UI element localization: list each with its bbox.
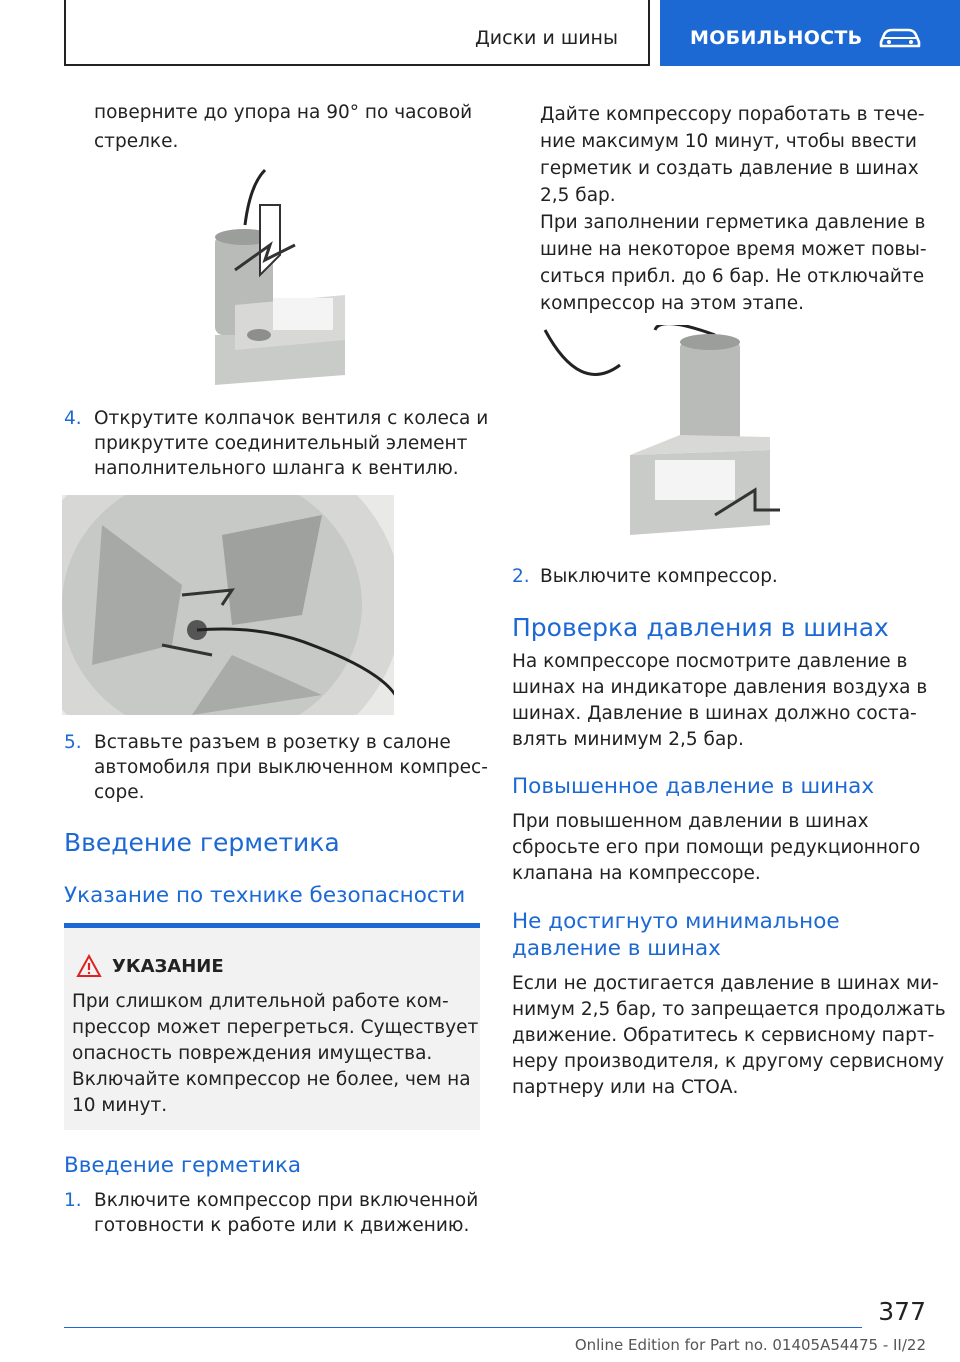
- paragraph-line: шинах. Давление в шинах должно соста-: [512, 703, 917, 724]
- subsection-heading: Не достигнуто минимальное: [512, 909, 840, 934]
- compressor-running-illustration: [540, 325, 800, 550]
- paragraph-line: ситься прибл. до 6 бар. Не отключайте: [540, 266, 925, 287]
- wheel-valve-illustration: [62, 495, 394, 715]
- paragraph-line: сбросьте его при помощи редукционного: [512, 837, 921, 858]
- footer-edition: Online Edition for Part no. 01405A54475 - II/22: [574, 1336, 926, 1354]
- section-heading: Проверка давления в шинах: [512, 613, 889, 642]
- compressor-rotate-illustration: [205, 165, 355, 390]
- paragraph-line: Дайте компрессору поработать в тече-: [540, 104, 925, 125]
- header-chapter-title: МОБИЛЬНОСТЬ: [690, 27, 863, 49]
- page-number: 377: [878, 1297, 926, 1326]
- step-number: 4.: [64, 408, 82, 429]
- paragraph-line: ние максимум 10 минут, чтобы ввести: [540, 131, 917, 152]
- warning-box: [64, 923, 480, 1130]
- warning-text-line: Включайте компрессор не более, чем на: [72, 1069, 471, 1090]
- step-text-line: наполнительного шланга к вентилю.: [94, 458, 459, 479]
- paragraph-line: герметик и создать давление в шинах: [540, 158, 919, 179]
- subsection-heading: Указание по технике безопасности: [64, 883, 466, 908]
- step-number: 5.: [64, 732, 82, 753]
- step-text-line: готовности к работе или к движению.: [94, 1215, 470, 1236]
- step-text-line: автомобиля при выключенном компрес-: [94, 757, 488, 778]
- warning-text-line: При слишком длительной работе ком-: [72, 991, 449, 1012]
- continued-text-line: стрелке.: [94, 131, 179, 152]
- warning-text-line: прессор может перегреться. Существует: [72, 1017, 479, 1038]
- paragraph-line: партнеру или на СТОА.: [512, 1077, 739, 1098]
- step-text-line: Выключите компрессор.: [540, 566, 778, 587]
- warning-title: УКАЗАНИЕ: [112, 956, 224, 977]
- warning-text-line: 10 минут.: [72, 1095, 168, 1116]
- step-text-line: Открутите колпачок вентиля с колеса и: [94, 408, 489, 429]
- header-chapter-tab[interactable]: [660, 0, 960, 66]
- subsection-heading: давление в шинах: [512, 936, 721, 961]
- subsection-heading: Введение герметика: [64, 1153, 302, 1178]
- paragraph-line: Если не достигается давление в шинах ми-: [512, 973, 939, 994]
- paragraph-line: 2,5 бар.: [540, 185, 616, 206]
- paragraph-line: компрессор на этом этапе.: [540, 293, 804, 314]
- warning-triangle-icon: [76, 954, 102, 978]
- section-heading: Введение герметика: [64, 828, 340, 857]
- header-section-box: [64, 0, 650, 66]
- paragraph-line: При заполнении герметика давление в: [540, 212, 926, 233]
- car-icon: [877, 26, 923, 50]
- paragraph-line: нимум 2,5 бар, то запрещается продолжать: [512, 999, 946, 1020]
- footer-divider: [64, 1327, 862, 1328]
- paragraph-line: На компрессоре посмотрите давление в: [512, 651, 908, 672]
- paragraph-line: клапана на компрессоре.: [512, 863, 761, 884]
- warning-text-line: опасность повреждения имущества.: [72, 1043, 433, 1064]
- step-number: 1.: [64, 1190, 82, 1211]
- paragraph-line: движение. Обратитесь к сервисному парт-: [512, 1025, 935, 1046]
- step-text-line: Вставьте разъем в розетку в салоне: [94, 732, 451, 753]
- continued-text-line: поверните до упора на 90° по часовой: [94, 102, 473, 123]
- paragraph-line: влять минимум 2,5 бар.: [512, 729, 744, 750]
- paragraph-line: шинах на индикаторе давления воздуха в: [512, 677, 928, 698]
- paragraph-line: шине на некоторое время может повы-: [540, 239, 927, 260]
- subsection-heading: Повышенное давление в шинах: [512, 774, 875, 799]
- paragraph-line: неру производителя, к другому сервисному: [512, 1051, 945, 1072]
- step-text-line: Включите компрессор при включенной: [94, 1190, 479, 1211]
- step-text-line: соре.: [94, 782, 145, 803]
- header-section-title: Диски и шины: [474, 27, 618, 49]
- step-text-line: прикрутите соединительный элемент: [94, 433, 468, 454]
- step-number: 2.: [512, 566, 530, 587]
- paragraph-line: При повышенном давлении в шинах: [512, 811, 869, 832]
